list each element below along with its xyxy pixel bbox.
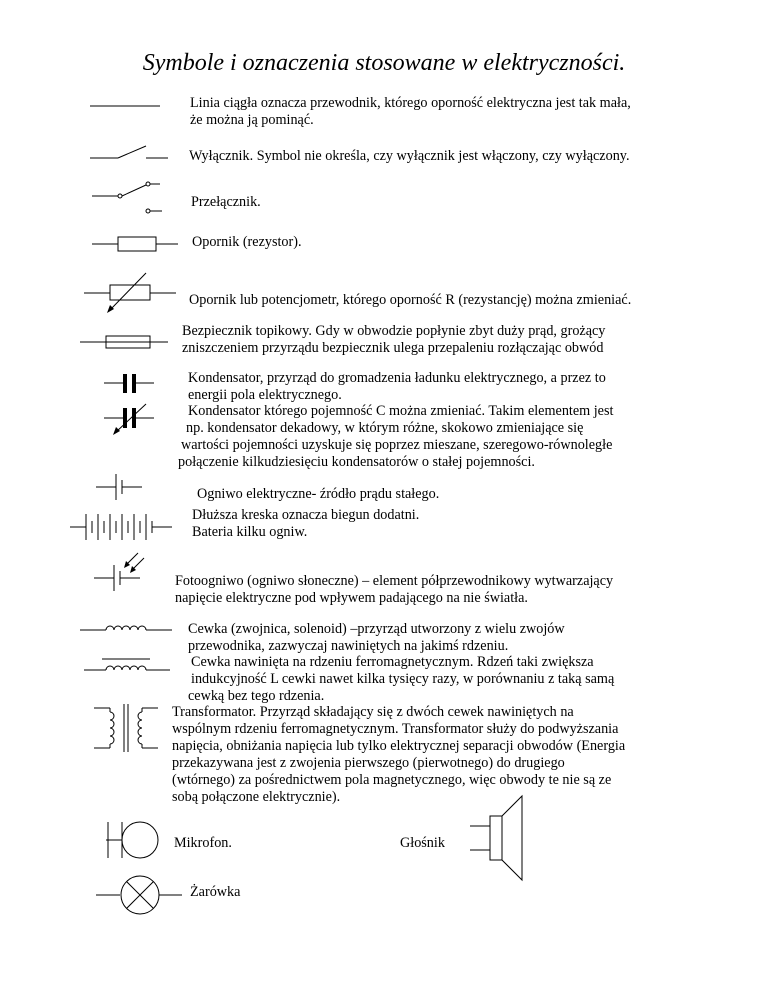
battery-symbol (70, 514, 172, 540)
bulb-symbol (96, 876, 182, 914)
transformer-symbol (94, 704, 158, 752)
microphone-symbol (106, 822, 158, 858)
bulb-label: Żarówka (190, 884, 241, 900)
page-title: Symbole i oznaczenia stosowane w elektryczności. (142, 50, 626, 76)
variable-resistor-symbol (84, 273, 176, 313)
transformer-description: Transformator. Przyrząd składający się z dwóch cewek nawiniętych na wspólnym rdzeniu ferromagnetycznym. Transformator służy do podwyższania napięcia, obniżania napięcia lub tylko elektrycznej separacji obwodów (Energia przekazywana jest z zwojenia pierwszego (pierwotnego) do drugiego (wtórnego) za pośrednictwem pola magnetycznego, więc obwody te nie są ze sobą połączone elektrycznie). (172, 704, 626, 805)
switch-description: Wyłącznik. Symbol nie określa, czy wyłącznik jest włączony, czy wyłączony. (189, 148, 630, 164)
fuse-symbol (80, 336, 168, 348)
cell-description: Ogniwo elektryczne- źródło prądu stałego. (197, 486, 440, 502)
resistor-description: Opornik (rezystor). (192, 234, 302, 250)
microphone-label: Mikrofon. (174, 835, 232, 851)
coil-description: Cewka (zwojnica, solenoid) –przyrząd utworzony z wielu zwojów przewodnika, zazwyczaj nawiniętych na jakimś rdzeniu. (188, 621, 565, 654)
core-coil-symbol (84, 659, 170, 670)
photocell-symbol (94, 553, 144, 591)
capacitor-description: Kondensator, przyrząd do gromadzenia ładunku elektrycznego, a przez to energii pola elektrycznego. (188, 370, 606, 403)
photocell-description: Fotoogniwo (ogniwo słoneczne) – element półprzewodnikowy wytwarzający napięcie elektryczne pod wpływem padającego na nie światła. (175, 573, 614, 606)
speaker-label: Głośnik (400, 835, 445, 851)
switch-symbol (90, 146, 168, 158)
variable-resistor-description: Opornik lub potencjometr, którego oporność R (rezystancję) można zmieniać. (189, 292, 632, 308)
coil-symbol (80, 626, 172, 630)
core-coil-description: Cewka nawinięta na rdzeniu ferromagnetycznym. Rdzeń taki zwiększa indukcyjność L cewki nawet kilka tysięcy razy, w porównaniu z taką samą cewką bez tego rdzenia. (188, 654, 615, 704)
resistor-symbol (92, 237, 178, 251)
speaker-symbol (470, 796, 522, 880)
changeover-symbol (92, 182, 162, 213)
battery-description: Dłuższa kreska oznacza biegun dodatni. Bateria kilku ogniw. (192, 507, 420, 540)
capacitor-symbol (104, 374, 154, 393)
wire-description: Linia ciągła oznacza przewodnik, którego oporność elektryczna jest tak mała, że można ją pominąć. (190, 95, 631, 128)
fuse-description: Bezpiecznik topikowy. Gdy w obwodzie popłynie zbyt duży prąd, grożący zniszczeniem przyrządu bezpiecznik ulega przepaleniu rozłączając obwód (182, 323, 606, 356)
variable-capacitor-symbol (104, 404, 154, 435)
changeover-description: Przełącznik. (191, 194, 261, 210)
cell-symbol (96, 474, 142, 500)
variable-capacitor-description: Kondensator którego pojemność C można zmieniać. Takim elementem jest np. kondensator dekadowy, w którym różne, skokowo zmieniające się wartości pojemności uzyskuje się poprzez mieszane, szeregowo-równoległe połączenie kilkudziesięciu kondensatorów o stałej pojemności. (178, 403, 614, 470)
